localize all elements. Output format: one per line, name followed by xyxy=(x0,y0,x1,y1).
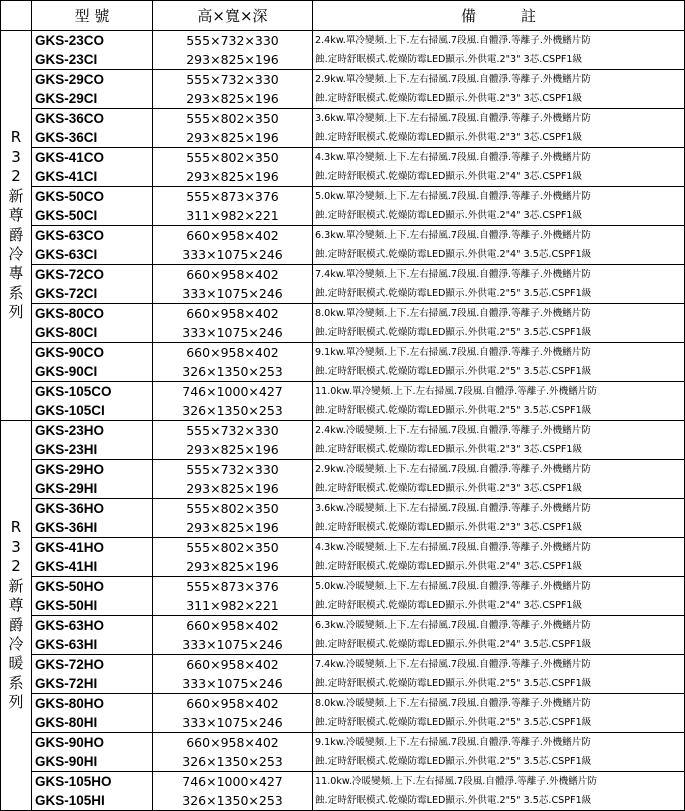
model-line: GKS-41HI xyxy=(35,559,98,574)
dimension-line: 660×958×402 xyxy=(186,618,279,633)
series-label xyxy=(1,421,32,811)
model-line: GKS-72HO xyxy=(35,657,105,672)
model-line: GKS-41HO xyxy=(35,540,105,555)
remark-line: 蝕.定時舒眠模式.乾燥防霉LED顯示.外供電.2"4" 3芯.CSPF1級 xyxy=(315,171,583,182)
remarks-cell xyxy=(313,577,685,616)
table-body xyxy=(1,31,685,811)
dimensions-cell xyxy=(153,265,313,304)
table-row xyxy=(1,733,685,772)
model-cell xyxy=(32,616,153,655)
series-label-char: 新 xyxy=(8,576,24,595)
remark-line: 6.3kw.單冷變頻.上下.左右掃風.7段風.自體淨.等離子.外機鰭片防 xyxy=(315,230,591,241)
table-row xyxy=(1,655,685,694)
series-label-char: 列 xyxy=(8,303,24,322)
remark-line: 8.0kw.冷暖變頻.上下.左右掃風.7段風.自體淨.等離子.外機鰭片防 xyxy=(315,698,591,709)
model-line: GKS-90CO xyxy=(35,345,105,360)
model-cell xyxy=(32,109,153,148)
dimensions-cell xyxy=(153,343,313,382)
remark-line: 蝕.定時舒眠模式.乾燥防霉LED顯示.外供電.2"5" 3.5芯.CSPF1級 xyxy=(315,405,592,416)
dimension-line: 555×802×350 xyxy=(186,540,279,555)
series-label-char: 爵 xyxy=(8,615,24,634)
model-cell xyxy=(32,694,153,733)
model-cell xyxy=(32,577,153,616)
dimensions-cell xyxy=(153,148,313,187)
dimensions-cell xyxy=(153,382,313,421)
remark-line: 蝕.定時舒眠模式.乾燥防霉LED顯示.外供電.2"5" 3.5芯.CSPF1級 xyxy=(315,717,592,728)
model-line: GKS-72HI xyxy=(35,676,98,691)
model-line: GKS-29CI xyxy=(35,91,98,106)
dimension-line: 555×802×350 xyxy=(186,111,279,126)
series-label-char: 專 xyxy=(8,264,24,283)
dimension-line: 326×1350×253 xyxy=(182,754,283,769)
series-label-char: 暖 xyxy=(8,654,24,673)
model-line: GKS-63HO xyxy=(35,618,105,633)
dimension-line: 555×802×350 xyxy=(186,501,279,516)
model-line: GKS-105CI xyxy=(35,403,105,418)
remarks-cell xyxy=(313,382,685,421)
series-label xyxy=(1,31,32,421)
remark-line: 7.4kw.單冷變頻.上下.左右掃風.7段風.自體淨.等離子.外機鰭片防 xyxy=(315,269,591,280)
table-row xyxy=(1,382,685,421)
remarks-cell xyxy=(313,226,685,265)
dimensions-cell xyxy=(153,304,313,343)
remark-line: 2.4kw.冷暖變頻.上下.左右掃風.7段風.自體淨.等離子.外機鰭片防 xyxy=(315,425,591,436)
model-cell xyxy=(32,421,153,460)
dimensions-cell xyxy=(153,655,313,694)
dimension-line: 326×1350×253 xyxy=(182,403,283,418)
remark-line: 蝕.定時舒眠模式.乾燥防霉LED顯示.外供電.2"5" 3.5芯.CSPF1級 xyxy=(315,288,592,299)
model-line: GKS-36CI xyxy=(35,130,98,145)
table-row xyxy=(1,148,685,187)
remarks-cell xyxy=(313,655,685,694)
series-label-char: 2 xyxy=(11,557,21,576)
dimension-line: 333×1075×246 xyxy=(182,715,283,730)
remark-line: 4.3kw.冷暖變頻.上下.左右掃風.7段風.自體淨.等離子.外機鰭片防 xyxy=(315,542,591,553)
remark-line: 蝕.定時舒眠模式.乾燥防霉LED顯示.外供電.2"5" 3.5芯.CSPF1級 xyxy=(315,678,592,689)
dimensions-cell xyxy=(153,733,313,772)
remarks-cell xyxy=(313,343,685,382)
dimension-line: 293×825×196 xyxy=(186,91,279,106)
model-line: GKS-36HO xyxy=(35,501,105,516)
header-row xyxy=(1,1,685,31)
remarks-cell xyxy=(313,538,685,577)
dimension-line: 660×958×402 xyxy=(186,306,279,321)
dimension-line: 746×1000×427 xyxy=(182,774,283,789)
remarks-cell xyxy=(313,421,685,460)
table-row xyxy=(1,460,685,499)
model-cell xyxy=(32,382,153,421)
table-row xyxy=(1,421,685,460)
dimension-line: 333×1075×246 xyxy=(182,325,283,340)
dimension-line: 555×873×376 xyxy=(186,579,279,594)
remark-line: 11.0kw.單冷變頻.上下.左右掃風.7段風.自體淨.等離子.外機鰭片防 xyxy=(315,386,597,397)
model-cell xyxy=(32,460,153,499)
remarks-cell xyxy=(313,733,685,772)
remarks-cell xyxy=(313,616,685,655)
table-row xyxy=(1,304,685,343)
model-cell xyxy=(32,304,153,343)
remark-line: 2.4kw.單冷變頻.上下.左右掃風.7段風.自體淨.等離子.外機鰭片防 xyxy=(315,35,591,46)
series-label-char: 冷 xyxy=(8,244,24,263)
dimensions-cell xyxy=(153,538,313,577)
remarks-cell xyxy=(313,31,685,70)
table-row xyxy=(1,31,685,70)
dimension-line: 660×958×402 xyxy=(186,696,279,711)
series-label-char: 尊 xyxy=(8,596,24,615)
dimension-line: 333×1075×246 xyxy=(182,286,283,301)
remark-line: 11.0kw.冷暖變頻.上下.左右掃風.7段風.自體淨.等離子.外機鰭片防 xyxy=(315,776,597,787)
dimension-line: 660×958×402 xyxy=(186,735,279,750)
remark-line: 6.3kw.冷暖變頻.上下.左右掃風.7段風.自體淨.等離子.外機鰭片防 xyxy=(315,620,591,631)
series-label-char: 冷 xyxy=(8,634,24,653)
dimension-line: 555×732×330 xyxy=(186,423,279,438)
series-label-char: 2 xyxy=(11,167,21,186)
table-row xyxy=(1,109,685,148)
remark-line: 3.6kw.冷暖變頻.上下.左右掃風.7段風.自體淨.等離子.外機鰭片防 xyxy=(315,503,591,514)
model-line: GKS-90HI xyxy=(35,754,98,769)
remark-line: 3.6kw.單冷變頻.上下.左右掃風.7段風.自體淨.等離子.外機鰭片防 xyxy=(315,113,591,124)
series-label-char: 3 xyxy=(11,537,21,556)
dimension-line: 333×1075×246 xyxy=(182,676,283,691)
dimension-line: 311×982×221 xyxy=(186,208,279,223)
model-cell xyxy=(32,187,153,226)
dimension-line: 660×958×402 xyxy=(186,657,279,672)
dimension-line: 660×958×402 xyxy=(186,345,279,360)
dimension-line: 293×825×196 xyxy=(186,481,279,496)
model-cell xyxy=(32,265,153,304)
dimension-line: 660×958×402 xyxy=(186,228,279,243)
dimensions-cell xyxy=(153,577,313,616)
model-line: GKS-23CO xyxy=(35,33,105,48)
dimensions-cell xyxy=(153,616,313,655)
dimension-line: 293×825×196 xyxy=(186,520,279,535)
model-line: GKS-41CO xyxy=(35,150,105,165)
remark-line: 蝕.定時舒眠模式.乾燥防霉LED顯示.外供電.2"3" 3芯.CSPF1級 xyxy=(315,93,583,104)
series-label-char: 3 xyxy=(11,147,21,166)
model-line: GKS-36CO xyxy=(35,111,105,126)
remarks-cell xyxy=(313,499,685,538)
remark-line: 2.9kw.單冷變頻.上下.左右掃風.7段風.自體淨.等離子.外機鰭片防 xyxy=(315,74,591,85)
remark-line: 蝕.定時舒眠模式.乾燥防霉LED顯示.外供電.2"3" 3芯.CSPF1級 xyxy=(315,54,583,65)
series-label-char: 系 xyxy=(8,283,24,302)
model-cell xyxy=(32,31,153,70)
header-spacer xyxy=(1,1,32,31)
remark-line: 蝕.定時舒眠模式.乾燥防霉LED顯示.外供電.2"5" 3.5芯.CSPF1級 xyxy=(315,795,592,806)
remark-line: 蝕.定時舒眠模式.乾燥防霉LED顯示.外供電.2"3" 3芯.CSPF1級 xyxy=(315,444,583,455)
dimension-line: 660×958×402 xyxy=(186,267,279,282)
table-row xyxy=(1,616,685,655)
model-line: GKS-29HO xyxy=(35,462,105,477)
remark-line: 9.1kw.冷暖變頻.上下.左右掃風.7段風.自體淨.等離子.外機鰭片防 xyxy=(315,737,591,748)
dimension-line: 333×1075×246 xyxy=(182,247,283,262)
dimensions-cell xyxy=(153,109,313,148)
model-line: GKS-105CO xyxy=(35,384,112,399)
table-row xyxy=(1,187,685,226)
model-line: GKS-23HO xyxy=(35,423,105,438)
header-dimensions: 高×寬×深 xyxy=(153,1,313,31)
model-line: GKS-29CO xyxy=(35,72,105,87)
table-row xyxy=(1,343,685,382)
model-line: GKS-50HO xyxy=(35,579,105,594)
model-line: GKS-90CI xyxy=(35,364,98,379)
remarks-cell xyxy=(313,460,685,499)
dimension-line: 311×982×221 xyxy=(186,598,279,613)
model-line: GKS-72CO xyxy=(35,267,105,282)
remarks-cell xyxy=(313,187,685,226)
model-cell xyxy=(32,226,153,265)
model-line: GKS-23HI xyxy=(35,442,98,457)
remarks-cell xyxy=(313,109,685,148)
series-label-char: R xyxy=(10,128,22,147)
model-cell xyxy=(32,772,153,811)
remark-line: 蝕.定時舒眠模式.乾燥防霉LED顯示.外供電.2"4" 3芯.CSPF1級 xyxy=(315,561,583,572)
model-line: GKS-23CI xyxy=(35,52,98,67)
remark-line: 5.0kw.冷暖變頻.上下.左右掃風.7段風.自體淨.等離子.外機鰭片防 xyxy=(315,581,591,592)
remark-line: 蝕.定時舒眠模式.乾燥防霉LED顯示.外供電.2"4" 3.5芯.CSPF1級 xyxy=(315,639,592,650)
model-line: GKS-90HO xyxy=(35,735,105,750)
dimension-line: 555×732×330 xyxy=(186,462,279,477)
model-line: GKS-80HO xyxy=(35,696,105,711)
dimensions-cell xyxy=(153,460,313,499)
model-cell xyxy=(32,538,153,577)
remarks-cell xyxy=(313,148,685,187)
remark-line: 蝕.定時舒眠模式.乾燥防霉LED顯示.外供電.2"5" 3.5芯.CSPF1級 xyxy=(315,327,592,338)
dimensions-cell xyxy=(153,226,313,265)
remark-line: 2.9kw.冷暖變頻.上下.左右掃風.7段風.自體淨.等離子.外機鰭片防 xyxy=(315,464,591,475)
remark-line: 蝕.定時舒眠模式.乾燥防霉LED顯示.外供電.2"4" 3芯.CSPF1級 xyxy=(315,600,583,611)
remark-line: 蝕.定時舒眠模式.乾燥防霉LED顯示.外供電.2"3" 3芯.CSPF1級 xyxy=(315,132,583,143)
series-label-char: 爵 xyxy=(8,225,24,244)
dimension-line: 555×802×350 xyxy=(186,150,279,165)
remark-line: 5.0kw.單冷變頻.上下.左右掃風.7段風.自體淨.等離子.外機鰭片防 xyxy=(315,191,591,202)
model-line: GKS-50CI xyxy=(35,208,98,223)
remarks-cell xyxy=(313,772,685,811)
dimension-line: 293×825×196 xyxy=(186,169,279,184)
dimensions-cell xyxy=(153,772,313,811)
dimension-line: 555×873×376 xyxy=(186,189,279,204)
remark-line: 9.1kw.單冷變頻.上下.左右掃風.7段風.自體淨.等離子.外機鰭片防 xyxy=(315,347,591,358)
dimensions-cell xyxy=(153,70,313,109)
table-row xyxy=(1,499,685,538)
series-label-char: 列 xyxy=(8,693,24,712)
dimension-line: 746×1000×427 xyxy=(182,384,283,399)
model-line: GKS-50CO xyxy=(35,189,105,204)
dimension-line: 555×732×330 xyxy=(186,72,279,87)
dimensions-cell xyxy=(153,187,313,226)
series-label-char: 尊 xyxy=(8,206,24,225)
dimension-line: 326×1350×253 xyxy=(182,364,283,379)
dimension-line: 326×1350×253 xyxy=(182,793,283,808)
remark-line: 蝕.定時舒眠模式.乾燥防霉LED顯示.外供電.2"3" 3芯.CSPF1級 xyxy=(315,483,583,494)
table-row xyxy=(1,538,685,577)
series-label-char: 新 xyxy=(8,186,24,205)
dimension-line: 555×732×330 xyxy=(186,33,279,48)
dimension-line: 333×1075×246 xyxy=(182,637,283,652)
remark-line: 蝕.定時舒眠模式.乾燥防霉LED顯示.外供電.2"5" 3.5芯.CSPF1級 xyxy=(315,366,592,377)
table-row xyxy=(1,70,685,109)
dimensions-cell xyxy=(153,499,313,538)
table-row xyxy=(1,772,685,811)
table-row xyxy=(1,226,685,265)
model-line: GKS-72CI xyxy=(35,286,98,301)
model-line: GKS-80CO xyxy=(35,306,105,321)
model-cell xyxy=(32,70,153,109)
model-cell xyxy=(32,733,153,772)
series-label-char: 系 xyxy=(8,673,24,692)
remark-line: 7.4kw.冷暖變頻.上下.左右掃風.7段風.自體淨.等離子.外機鰭片防 xyxy=(315,659,591,670)
model-line: GKS-63CO xyxy=(35,228,105,243)
model-line: GKS-80HI xyxy=(35,715,98,730)
model-line: GKS-105HI xyxy=(35,793,105,808)
model-line: GKS-63CI xyxy=(35,247,98,262)
remarks-cell xyxy=(313,70,685,109)
model-cell xyxy=(32,499,153,538)
remarks-cell xyxy=(313,304,685,343)
dimension-line: 293×825×196 xyxy=(186,130,279,145)
model-line: GKS-105HO xyxy=(35,774,112,789)
model-line: GKS-41CI xyxy=(35,169,98,184)
model-line: GKS-63HI xyxy=(35,637,98,652)
table-row xyxy=(1,577,685,616)
remarks-cell xyxy=(313,265,685,304)
dimension-line: 293×825×196 xyxy=(186,442,279,457)
table-row xyxy=(1,265,685,304)
dimensions-cell xyxy=(153,421,313,460)
dimensions-cell xyxy=(153,694,313,733)
model-line: GKS-29HI xyxy=(35,481,98,496)
model-line: GKS-36HI xyxy=(35,520,98,535)
remark-line: 8.0kw.單冷變頻.上下.左右掃風.7段風.自體淨.等離子.外機鰭片防 xyxy=(315,308,591,319)
header-model: 型 號 xyxy=(32,1,153,31)
model-line: GKS-80CI xyxy=(35,325,98,340)
model-cell xyxy=(32,655,153,694)
remark-line: 蝕.定時舒眠模式.乾燥防霉LED顯示.外供電.2"4" 3.5芯.CSPF1級 xyxy=(315,249,592,260)
model-line: GKS-50HI xyxy=(35,598,98,613)
dimension-line: 293×825×196 xyxy=(186,52,279,67)
model-cell xyxy=(32,343,153,382)
remark-line: 蝕.定時舒眠模式.乾燥防霉LED顯示.外供電.2"3" 3芯.CSPF1級 xyxy=(315,522,583,533)
remark-line: 蝕.定時舒眠模式.乾燥防霉LED顯示.外供電.2"5" 3.5芯.CSPF1級 xyxy=(315,756,592,767)
dimension-line: 293×825×196 xyxy=(186,559,279,574)
series-label-char: R xyxy=(10,518,22,537)
header-remarks: 備 註 xyxy=(313,1,685,31)
remarks-cell xyxy=(313,694,685,733)
remark-line: 4.3kw.單冷變頻.上下.左右掃風.7段風.自體淨.等離子.外機鰭片防 xyxy=(315,152,591,163)
remark-line: 蝕.定時舒眠模式.乾燥防霉LED顯示.外供電.2"4" 3芯.CSPF1級 xyxy=(315,210,583,221)
table-row xyxy=(1,694,685,733)
model-cell xyxy=(32,148,153,187)
dimensions-cell xyxy=(153,31,313,70)
